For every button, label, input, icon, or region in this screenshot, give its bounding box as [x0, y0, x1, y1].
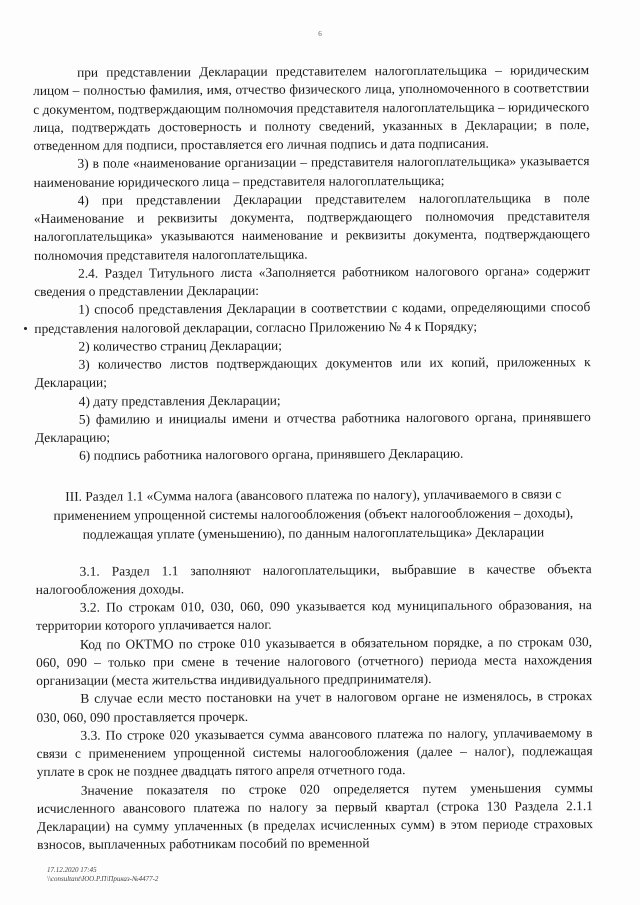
paragraph: 3.1. Раздел 1.1 заполняют налогоплательщики, выбравшие в качестве объекта налогообложения доходы. [35, 560, 592, 597]
page-number: 6 [318, 30, 322, 38]
margin-dot [24, 327, 27, 330]
paragraph: 4) дату представления Декларации; [78, 392, 281, 409]
paragraph: В случае если место постановки на учет в налоговом органе не изменялось, в строках 030, 060, 090 проставляется прочерк. [36, 688, 593, 725]
paragraph: 3) количество листов подтверждающих документов или их копий, приложенных к Декларации; [34, 354, 591, 391]
paragraph: 3) в поле «наименование организации – представителя налогоплательщика» указывается наименование юридического лица – представителя налогоплательщика; [33, 153, 590, 190]
paragraph: 3.3. По строке 020 указывается сумма авансового платежа по налогу, уплачиваемому в связи с применением упрощенной системы налогообложения (далее – налог), подлежащая уплате в срок не позднее двадцать пятого апреля отчетного года. [36, 724, 593, 780]
paragraph: 3.2. По строкам 010, 030, 060, 090 указывается код муниципального образования, на территории которого уплачивается налог. [35, 597, 592, 634]
paragraph: 2) количество страниц Декларации; [78, 337, 282, 354]
footer-date: 17.12.2020 17:45 [47, 866, 97, 874]
paragraph: при представлении Декларации представителем налогоплательщика – юридическим лицом – полностью фамилия, имя, отчество физического лица, уполномоченного в соответствии с документом, подтверждающим полномочия представителя налогоплательщика – юридического лица, подтверждать достоверность и полноту сведений, указанных в Декларации; в поле, отведенном для подписи, проставляется его личная подпись и дата подписания. [33, 62, 590, 153]
footer [47, 866, 158, 884]
paragraph: 5) фамилию и инициалы имени и отчества работника налогового органа, принявшего Декларацию; [34, 408, 591, 445]
paragraph: 4) при представлении Декларации представителем налогоплательщика в поле «Наименование и реквизиты документа, подтверждающего полномочия представителя налогоплательщика» указываются наименование и реквизиты документа, подтверждающего полномочия представителя налогоплательщика. [33, 189, 590, 263]
document-body [33, 61, 593, 854]
paragraph: Код по ОКТМО по строке 010 указывается в обязательном порядке, а по строкам 030, 060, 090 – только при смене в течение налогового (отчетного) периода места нахождения организации (места жительства индивидуального предпринимателя). [36, 633, 593, 688]
paragraph: Значение показателя по строке 020 определяется путем уменьшения суммы исчисленного авансового платежа по налогу за первый квартал (строка 130 Раздела 2.1.1 Декларации) на сумму уплаченных (в пределах исчисленных сумм) в этом периоде страховых взносов, выплаченных работникам пособий по временной [36, 779, 594, 853]
section-title: III. Раздел 1.1 «Сумма налога (авансового платежа по налогу), уплачиваемого в связи с применением упрощенной системы налогообложения (объект налогообложения – доходы), подлежащая уплате (уменьшению), по данным налогоплательщика» Декларации [53, 485, 574, 542]
paragraph: 6) подпись работника налогового органа, принявшего Декларацию. [79, 446, 464, 464]
footer-path: \\consultant\ЮО.Р.П\Приказ-№4477-2 [47, 875, 159, 883]
paragraph: 2.4. Раздел Титульного листа «Заполняется работником налогового органа» содержит сведения о представлении Декларации: [34, 262, 591, 299]
paragraph: 1) способ представления Декларации в соответствии с кодами, определяющими способ представления налоговой декларации, согласно Приложению № 4 к Порядку; [34, 299, 591, 336]
